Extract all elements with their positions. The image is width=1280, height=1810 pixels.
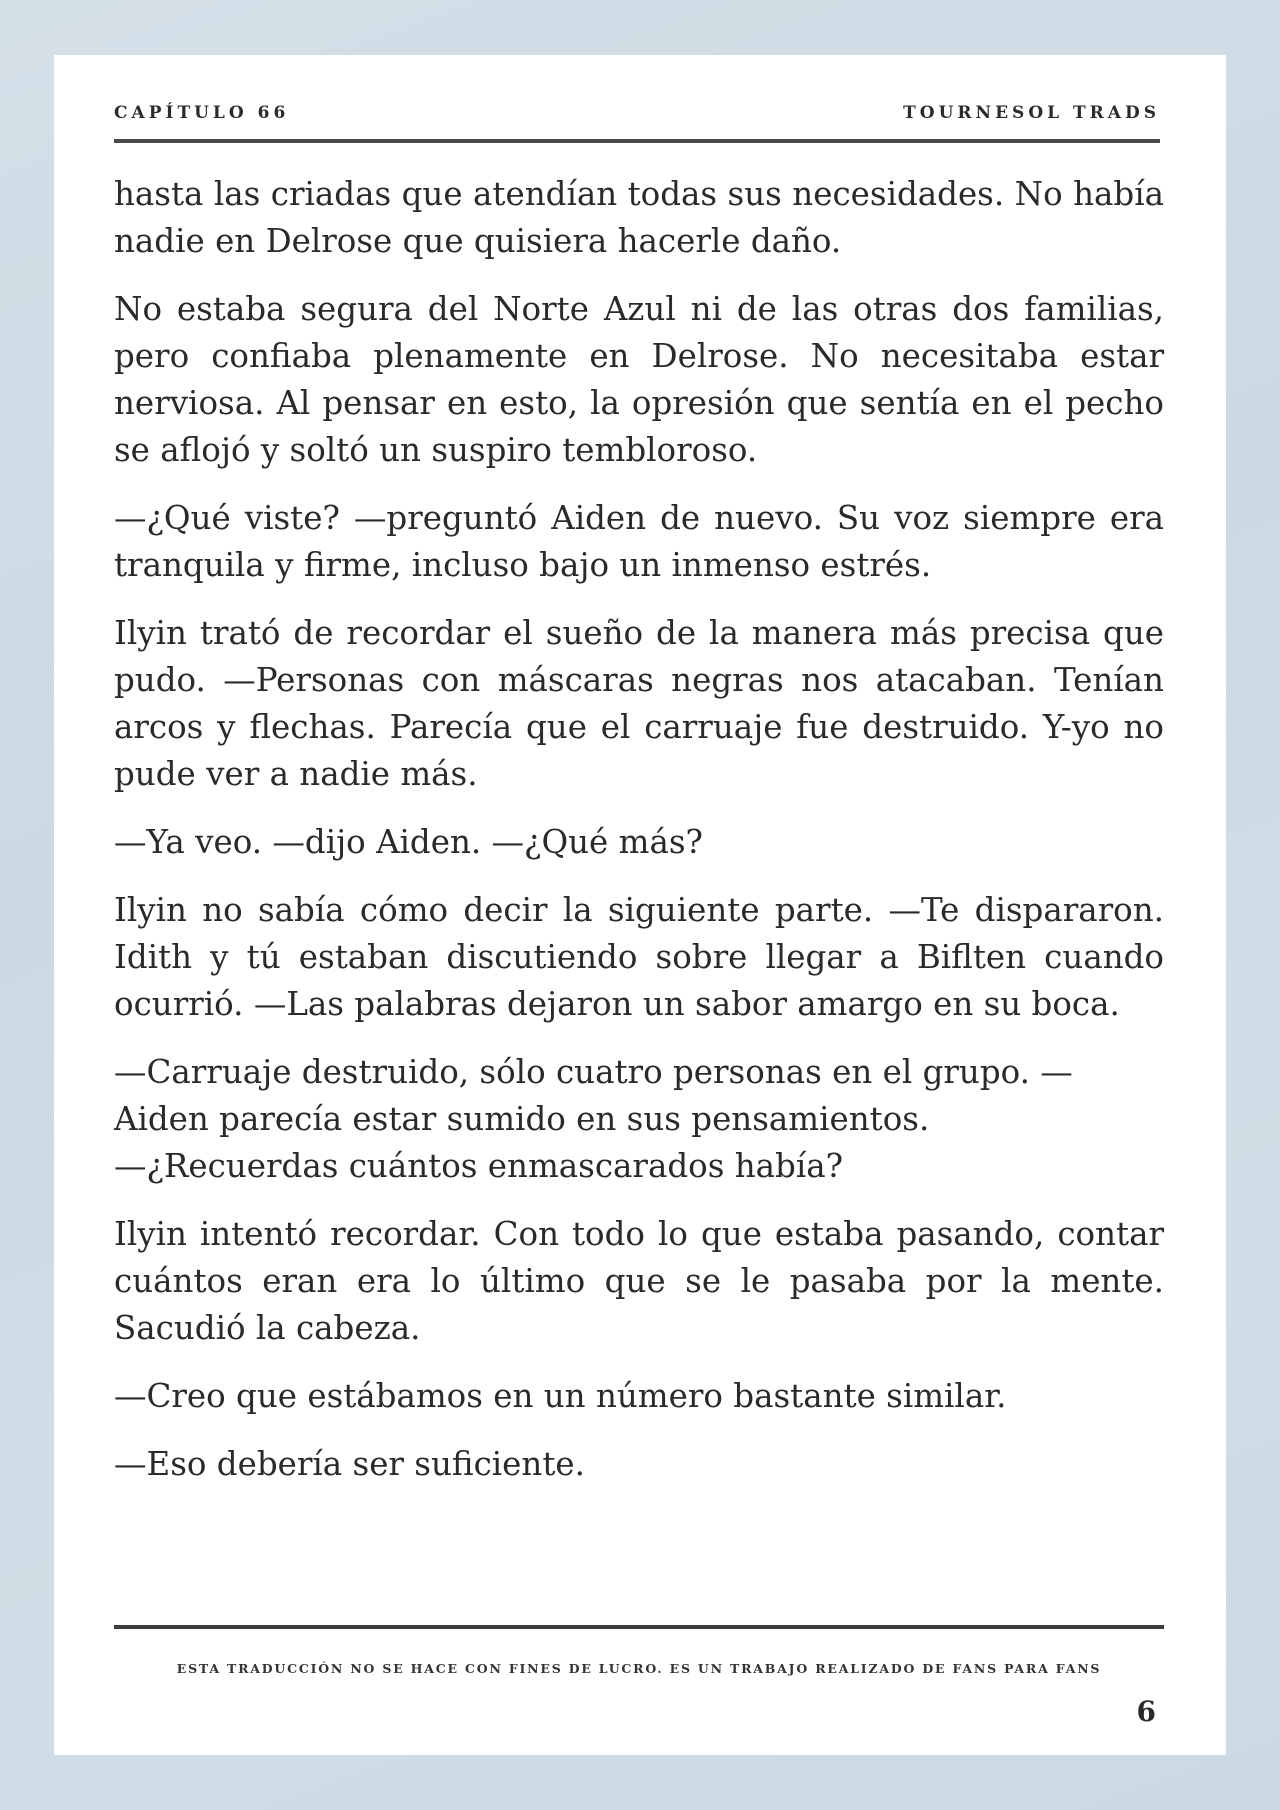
page-header xyxy=(114,103,1160,133)
paragraph: hasta las criadas que atendían todas sus necesidades. No había nadie en Delrose que quisiera hacerle daño. xyxy=(114,175,1164,260)
footer-divider xyxy=(114,1625,1164,1629)
paragraph: Ilyin trató de recordar el sueño de la manera más precisa que pudo. —Personas con máscaras negras nos atacaban. Tenían arcos y flechas. Parecía que el carruaje fue destruido. Y-yo no pude ver a nadie más. xyxy=(114,614,1164,793)
translator-group-label: TOURNESOL TRADS xyxy=(903,103,1160,123)
paragraph: —Carruaje destruido, sólo cuatro personas en el grupo. —Aiden parecía estar sumido en sus pensamientos. xyxy=(114,1053,1073,1138)
page-number: 6 xyxy=(1136,1695,1156,1728)
footer-disclaimer: ESTA TRADUCCIÓN NO SE HACE CON FINES DE LUCRO. ES UN TRABAJO REALIZADO DE FANS PARA FANS xyxy=(176,1661,1102,1676)
paragraph: No estaba segura del Norte Azul ni de las otras dos familias, pero confiaba plenamente en Delrose. No necesitaba estar nerviosa. Al pensar en esto, la opresión que sentía en el pecho se aflojó y soltó un suspiro tembloroso. xyxy=(114,290,1164,469)
paragraph: Ilyin no sabía cómo decir la siguiente parte. —Te dispararon. Idith y tú estaban discutiendo sobre llegar a Biflten cuando ocurrió. —Las palabras dejaron un sabor amargo en su boca. xyxy=(114,891,1164,1023)
paragraph: —Eso debería ser suficiente. xyxy=(114,1445,585,1483)
paragraph: —¿Recuerdas cuántos enmascarados había? xyxy=(114,1147,844,1185)
paragraph: —¿Qué viste? —preguntó Aiden de nuevo. Su voz siempre era tranquila y firme, incluso bajo un inmenso estrés. xyxy=(114,499,1164,584)
paragraph: —Creo que estábamos en un número bastante similar. xyxy=(114,1377,1007,1415)
chapter-body xyxy=(114,171,1164,1509)
paragraph: Ilyin intentó recordar. Con todo lo que estaba pasando, contar cuántos eran era lo último que se le pasaba por la mente. Sacudió la cabeza. xyxy=(114,1215,1164,1347)
document-page xyxy=(54,55,1226,1755)
chapter-label: CAPÍTULO 66 xyxy=(114,103,290,123)
header-divider xyxy=(114,139,1160,143)
paragraph: —Ya veo. —dijo Aiden. —¿Qué más? xyxy=(114,823,703,861)
